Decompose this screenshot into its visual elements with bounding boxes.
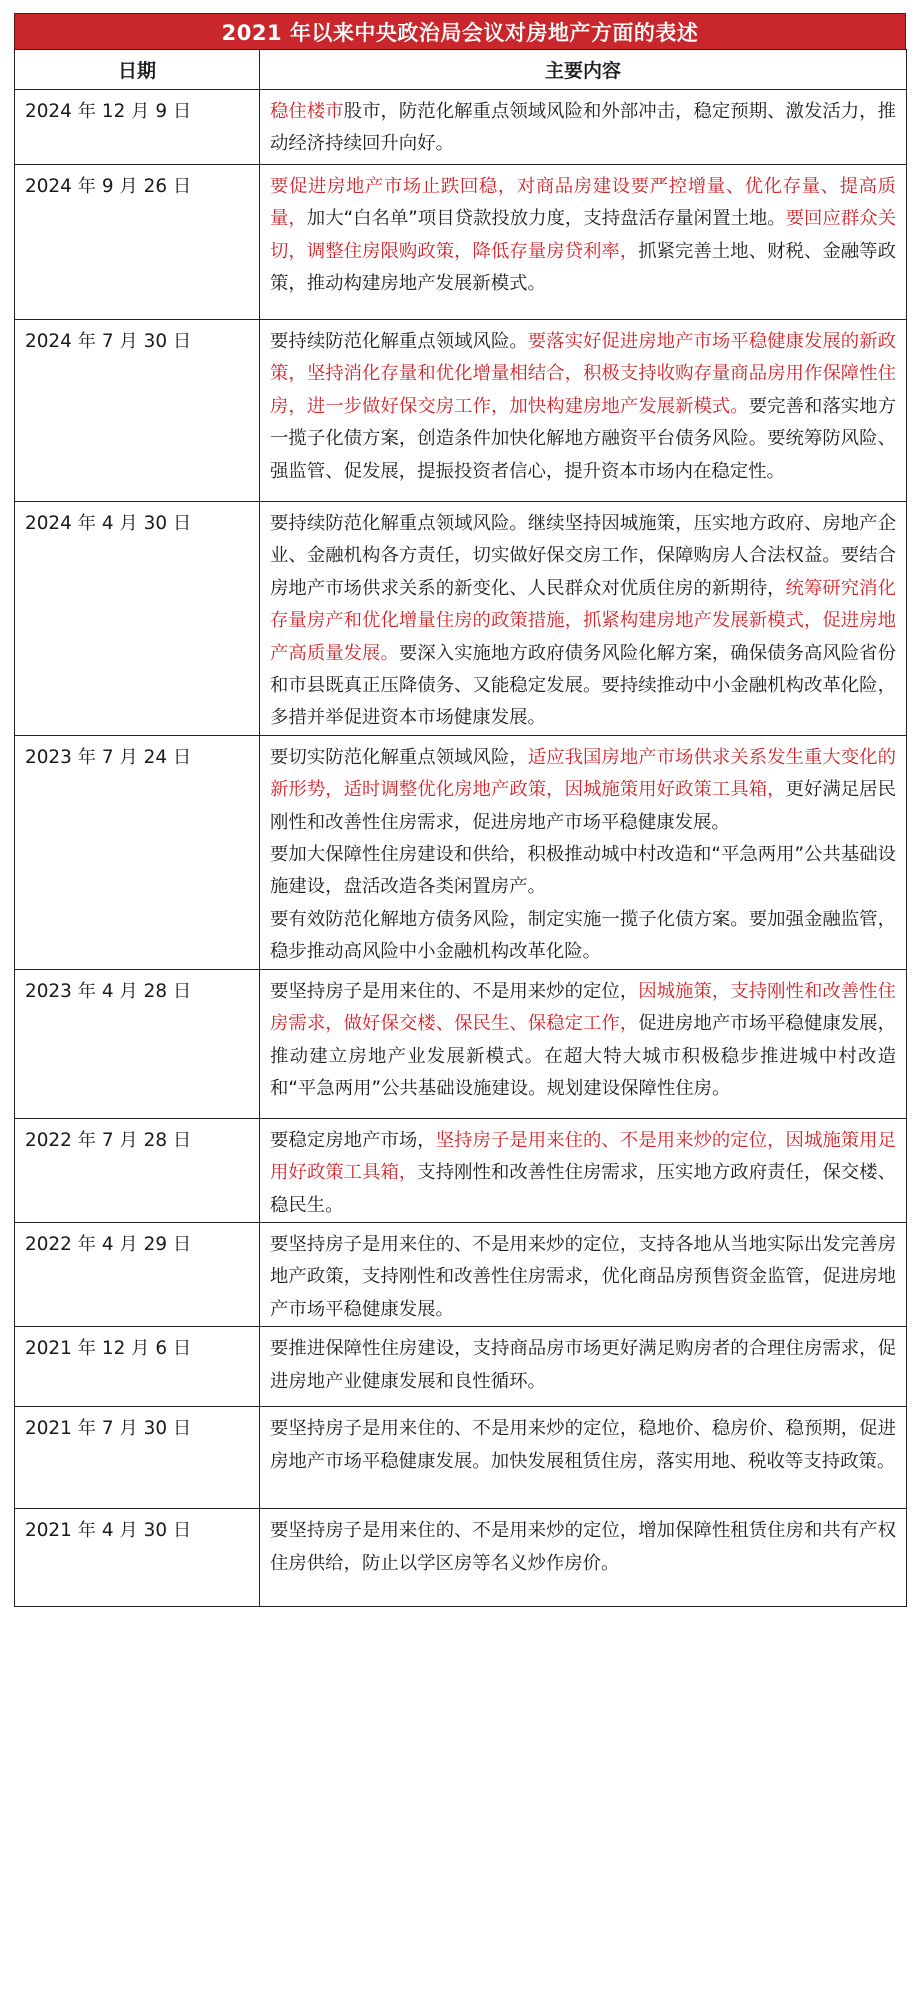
content-paragraph (270, 1515, 896, 1580)
row-content (260, 1118, 907, 1222)
table-row (15, 735, 907, 969)
row-content (260, 502, 907, 736)
row-date: 2021 年 12 月 6 日 (15, 1327, 260, 1407)
content-paragraph (270, 1333, 896, 1398)
table-title: 2021 年以来中央政治局会议对房地产方面的表述 (14, 13, 906, 49)
table-body (15, 90, 907, 1607)
body-text: 支持刚性和改善性住房需求，压实地方政府责任，保交楼、稳民生。 (270, 1162, 896, 1216)
row-date: 2024 年 9 月 26 日 (15, 165, 260, 320)
body-text: 股市，防范化解重点领域风险和外部冲击，稳定预期、激发活力，推动经济持续回升向好。 (270, 101, 896, 155)
table-row (15, 165, 907, 320)
content-paragraph (270, 839, 896, 904)
body-text: 要坚持房子是用来住的、不是用来炒的定位，增加保障性租赁住房和共有产权住房供给，防止以学区房等名义炒作房价。 (270, 1520, 896, 1574)
row-date: 2022 年 4 月 29 日 (15, 1222, 260, 1326)
row-content (260, 969, 907, 1118)
table-row (15, 1327, 907, 1407)
table-header-row (15, 50, 907, 90)
body-text: 促进房地产市场平稳健康发展，推动建立房地产业发展新模式。在超大特大城市积极稳步推进城中村改造和“平急两用”公共基础设施建设。规划建设保障性住房。 (270, 1013, 896, 1099)
body-text: 要持续防范化解重点领域风险。 (270, 331, 528, 352)
body-text: 要有效防范化解地方债务风险，制定实施一揽子化债方案。要加强金融监管，稳步推动高风险中小金融机构改革化险。 (270, 908, 896, 963)
row-content (260, 1407, 907, 1509)
content-paragraph (270, 742, 896, 839)
statements-table (14, 49, 907, 1607)
highlighted-text: 要落实好促进房地产市场平稳健康发展的新政策，坚持消化存量和优化增量相结合，积极支持收购存量商品房用作保障性住房，进一步做好保交房工作，加快构建房地产发展新模式。 (270, 331, 896, 417)
table-row (15, 502, 907, 736)
column-header-date: 日期 (15, 50, 260, 90)
content-paragraph (270, 508, 896, 735)
table-row (15, 1407, 907, 1509)
row-date: 2021 年 7 月 30 日 (15, 1407, 260, 1509)
body-text: 要持续防范化解重点领域风险。继续坚持因城施策，压实地方政府、房地产企业、金融机构各方责任，切实做好保交房工作，保障购房人合法权益。要结合房地产市场供求关系的新变化、人民群众对优质住房的新期待， (270, 513, 896, 599)
column-header-content: 主要内容 (260, 50, 907, 90)
row-date: 2024 年 4 月 30 日 (15, 502, 260, 736)
highlighted-text: 稳住楼市 (270, 101, 344, 122)
row-content (260, 1509, 907, 1607)
table-row (15, 1509, 907, 1607)
row-date: 2023 年 4 月 28 日 (15, 969, 260, 1118)
highlighted-text: 统筹研究消化存量房产和优化增量住房的政策措施，抓紧构建房地产发展新模式，促进房地产高质量发展。 (270, 577, 896, 664)
row-date: 2023 年 7 月 24 日 (15, 735, 260, 969)
body-text: 要加大保障性住房建设和供给，积极推动城中村改造和“平急两用”公共基础设施建设，盘活改造各类闲置房产。 (270, 844, 896, 898)
highlighted-text: 适应我国房地产市场供求关系发生重大变化的新形势，适时调整优化房地产政策，因城施策用好政策工具箱， (270, 746, 896, 801)
table-row (15, 1118, 907, 1222)
content-paragraph (270, 976, 896, 1106)
row-content (260, 735, 907, 969)
body-text: 要推进保障性住房建设，支持商品房市场更好满足购房者的合理住房需求，促进房地产业健康发展和良性循环。 (270, 1338, 896, 1392)
row-content (260, 1327, 907, 1407)
content-paragraph (270, 1125, 896, 1222)
highlighted-text: 要回应群众关切，调整住房限购政策，降低存量房贷利率， (270, 208, 896, 262)
body-text: 要坚持房子是用来住的、不是用来炒的定位， (270, 980, 639, 1002)
body-text: 要深入实施地方政府债务风险化解方案，确保债务高风险省份和市县既真正压降债务、又能稳定发展。要持续推动中小金融机构改革化险，多措并举促进资本市场健康发展。 (270, 642, 896, 729)
content-paragraph (270, 326, 896, 488)
body-text: 抓紧完善土地、财税、金融等政策，推动构建房地产发展新模式。 (270, 240, 896, 295)
content-paragraph (270, 96, 896, 161)
table-row (15, 320, 907, 502)
row-date: 2021 年 4 月 30 日 (15, 1509, 260, 1607)
content-paragraph (270, 171, 896, 301)
table-row (15, 1222, 907, 1326)
content-paragraph (270, 1413, 896, 1478)
body-text: 要坚持房子是用来住的、不是用来炒的定位，支持各地从当地实际出发完善房地产政策，支持刚性和改善性住房需求，优化商品房预售资金监管，促进房地产市场平稳健康发展。 (270, 1233, 896, 1320)
body-text: 加大“白名单”项目贷款投放力度，支持盘活存量闲置土地。 (306, 208, 786, 230)
highlighted-text: 因城施策，支持刚性和改善性住房需求，做好保交楼、保民生、保稳定工作， (270, 980, 896, 1035)
body-text: 要完善和落实地方一揽子化债方案，创造条件加快化解地方融资平台债务风险。要统筹防风险、强监管、促发展，提振投资者信心，提升资本市场内在稳定性。 (270, 395, 896, 482)
document-page (14, 13, 906, 1607)
row-content (260, 1222, 907, 1326)
table-row (15, 969, 907, 1118)
content-paragraph (270, 1229, 896, 1326)
table-row (15, 90, 907, 165)
highlighted-text: 要促进房地产市场止跌回稳，对商品房建设要严控增量、优化存量、提高质量， (270, 176, 896, 230)
body-text: 要切实防范化解重点领域风险， (270, 746, 528, 768)
row-date: 2022 年 7 月 28 日 (15, 1118, 260, 1222)
row-date: 2024 年 7 月 30 日 (15, 320, 260, 502)
body-text: 更好满足居民刚性和改善性住房需求，促进房地产市场平稳健康发展。 (270, 779, 896, 833)
row-content (260, 320, 907, 502)
row-content (260, 90, 907, 165)
body-text: 要稳定房地产市场， (270, 1129, 436, 1151)
row-date: 2024 年 12 月 9 日 (15, 90, 260, 165)
content-paragraph (270, 904, 896, 969)
row-content (260, 165, 907, 320)
body-text: 要坚持房子是用来住的、不是用来炒的定位，稳地价、稳房价、稳预期，促进房地产市场平稳健康发展。加快发展租赁住房，落实用地、税收等支持政策。 (270, 1418, 896, 1472)
highlighted-text: 坚持房子是用来住的、不是用来炒的定位，因城施策用足用好政策工具箱， (270, 1129, 896, 1184)
